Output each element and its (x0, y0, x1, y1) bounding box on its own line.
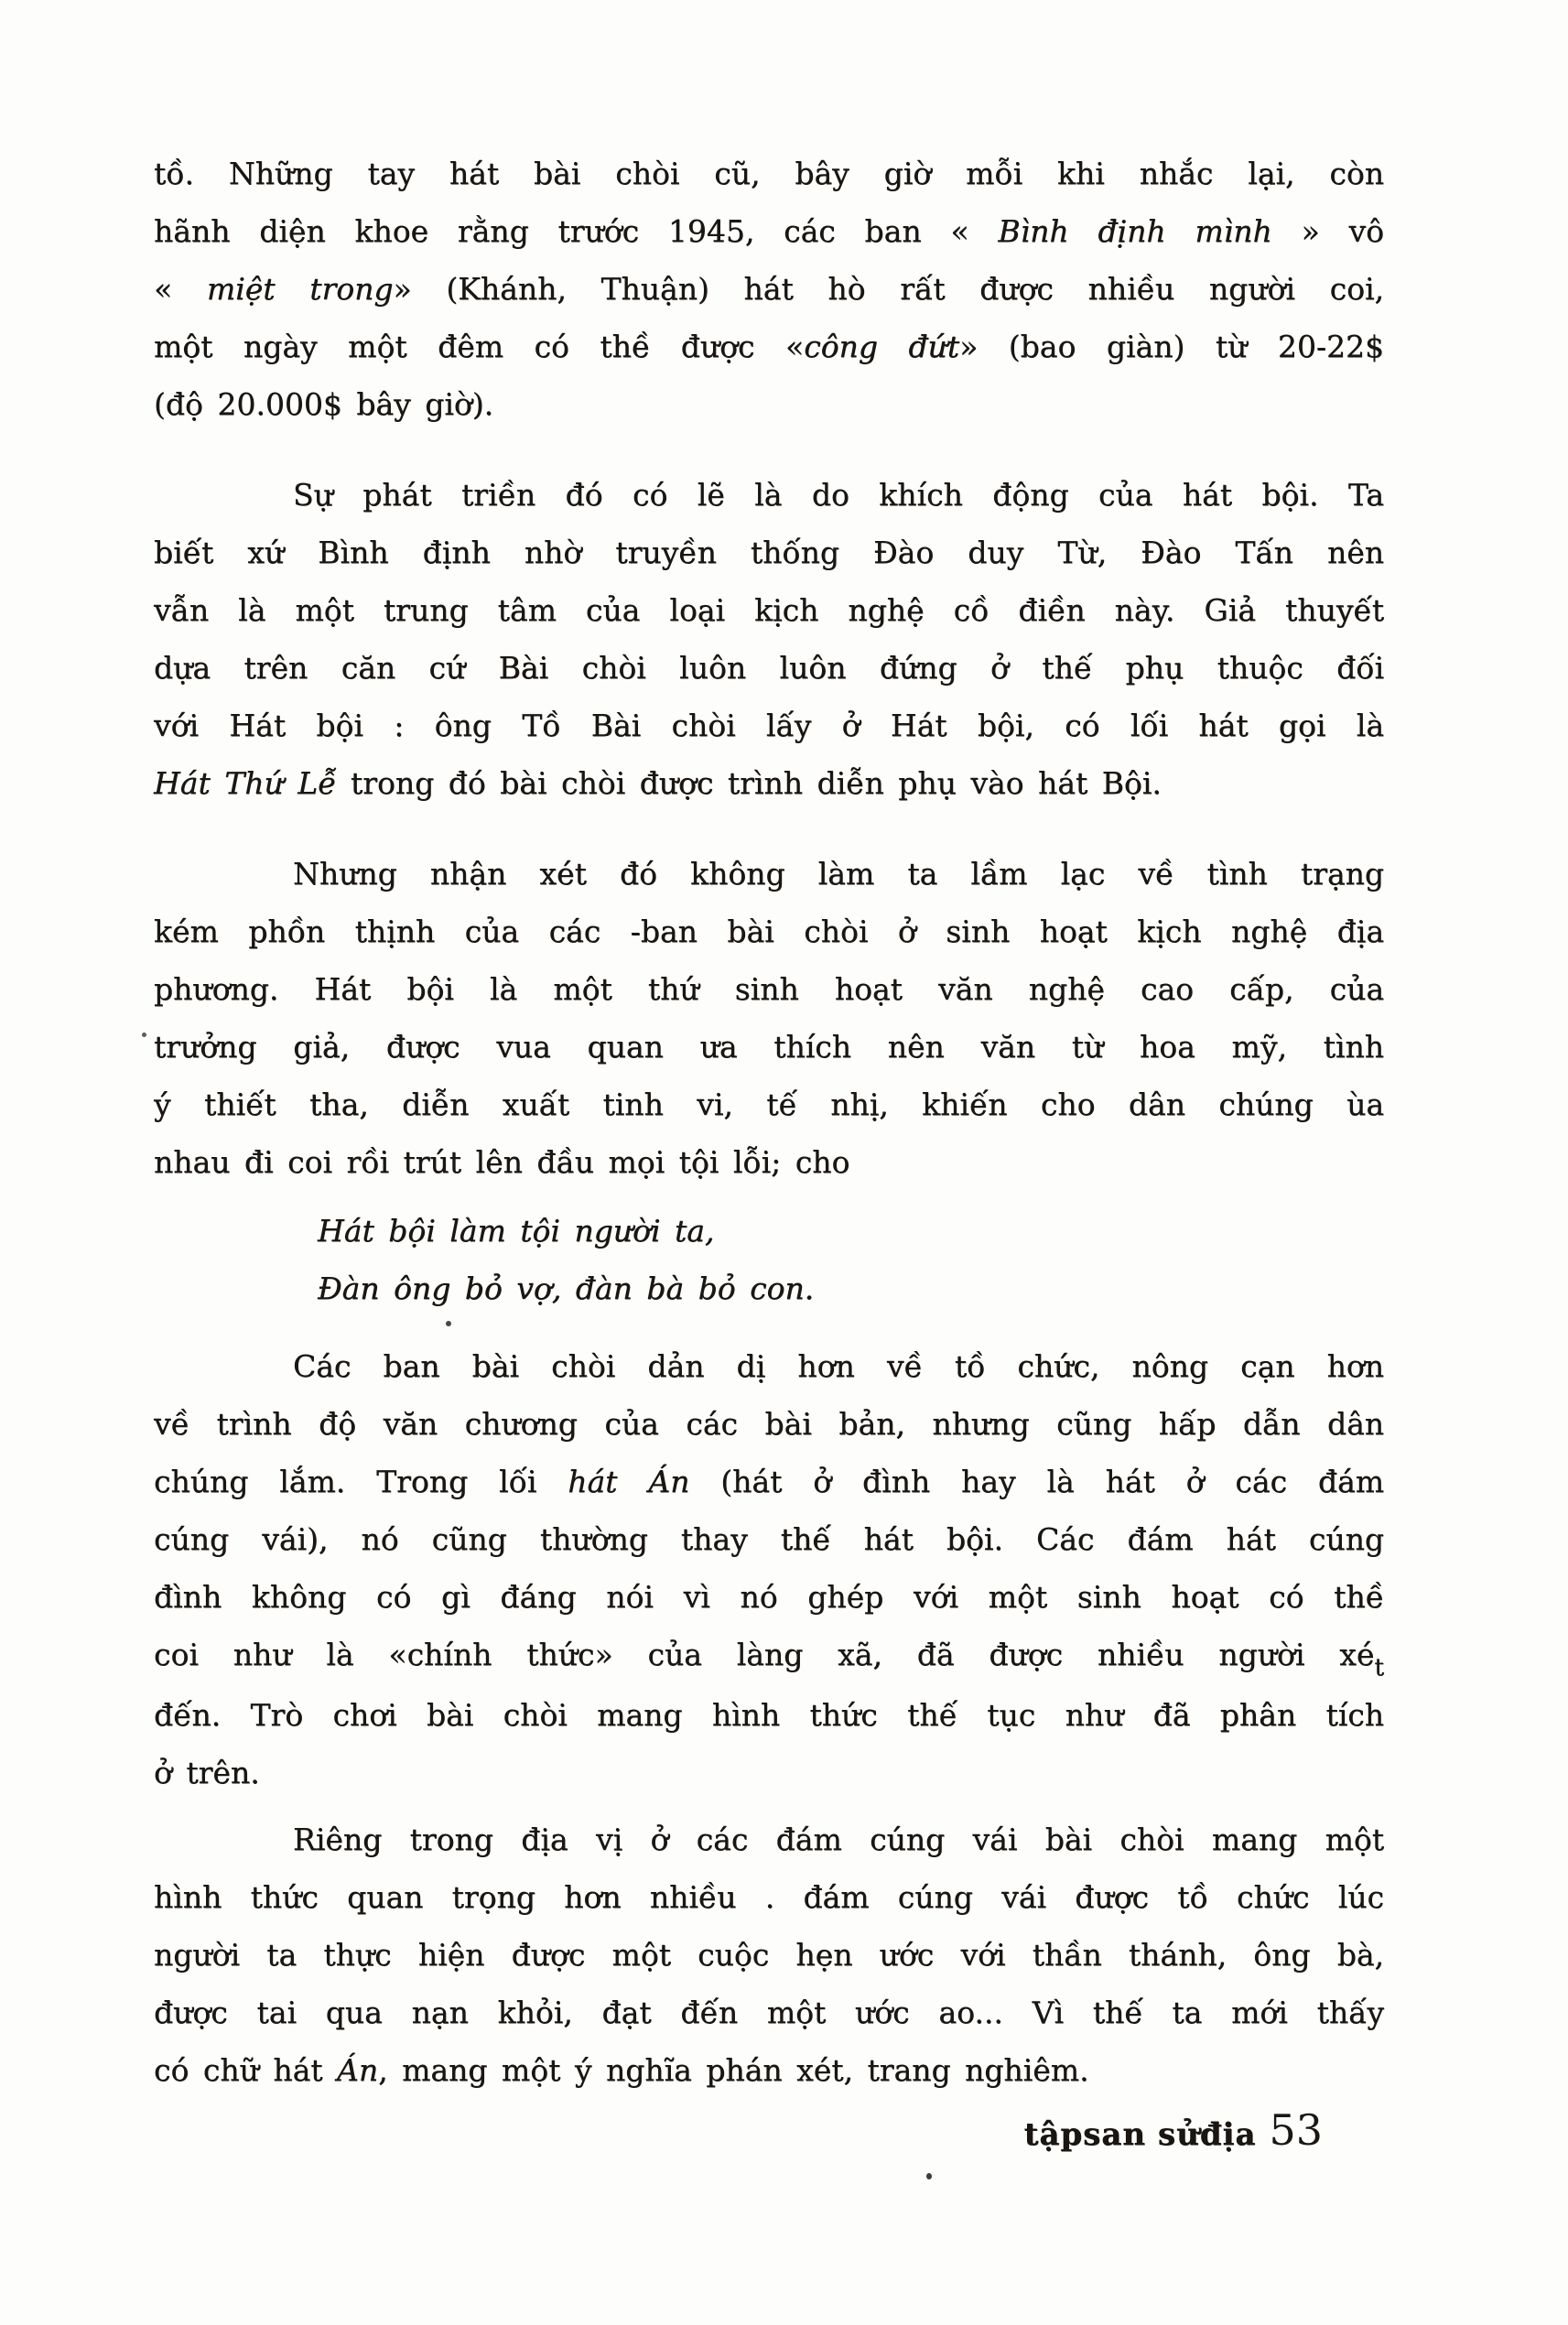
text-segment: Nhưng nhận xét đó không làm ta lầm lạc về tình trạng (293, 856, 1384, 892)
paragraph-5 (154, 1811, 1384, 2099)
text-segment: với Hát bội : ông Tồ Bài chòi lấy ở Hát bội, có lối hát gọi là (154, 708, 1384, 743)
text-segment: được tai qua nạn khỏi, đạt đến một ước ao... Vì thế ta mới thấy (154, 1995, 1384, 2030)
text-segment: đình không có gì đáng nói vì nó ghép với một sinh hoạt có thề (154, 1579, 1384, 1615)
text-segment: phương. Hát bội là một thứ sinh hoạt văn nghệ cao cấp, của (154, 971, 1384, 1007)
text-line (154, 903, 1384, 960)
text-segment: một ngày một đêm có thề được « (154, 329, 805, 364)
text-line (154, 581, 1384, 639)
text-segment: kém phồn thịnh của các -ban bài chòi ở sinh hoạt kịch nghệ địa (154, 914, 1384, 949)
verse-quote (318, 1202, 1384, 1317)
text-line (154, 1744, 1384, 1801)
text-line (154, 1018, 1384, 1076)
text-line (154, 697, 1384, 754)
text-line (318, 1202, 1384, 1260)
text-segment: vẫn là một trung tâm của loại kịch nghệ cồ điền này. Giả thuyết (154, 592, 1384, 628)
text-line (154, 1568, 1384, 1626)
text-line (154, 1868, 1384, 1926)
text-line (154, 145, 1384, 202)
text-segment: chúng lắm. Trong lối (154, 1464, 568, 1499)
ink-speck (142, 1033, 146, 1037)
italic-text-segment: Hát Thứ Lễ (154, 765, 337, 801)
text-segment: Các ban bài chòi dản dị hơn về tồ chức, nông cạn hơn (293, 1348, 1384, 1384)
text-line (154, 1626, 1384, 1686)
text-segment: (độ 20.000$ bây giờ). (154, 386, 494, 422)
text-line (154, 960, 1384, 1018)
paragraph-2 (154, 466, 1384, 812)
ink-speck (446, 1321, 451, 1326)
text-line (154, 1510, 1384, 1568)
text-line (154, 1984, 1384, 2041)
text-segment: Hát bội làm tội người ta, (318, 1213, 715, 1249)
text-line (154, 1076, 1384, 1133)
text-segment: biết xứ Bình định nhờ truyền thống Đào duy Từ, Đào Tấn nên (154, 535, 1384, 570)
text-segment: tồ. Những tay hát bài chòi cũ, bây giờ mỗi khi nhắc lại, còn (154, 156, 1384, 191)
text-line (154, 1453, 1384, 1510)
text-segment: dựa trên căn cứ Bài chòi luôn luôn đứng ở thế phụ thuộc đối (154, 650, 1384, 686)
text-line (154, 845, 1384, 903)
text-line (154, 1133, 1384, 1191)
text-line (154, 524, 1384, 581)
journal-title: tậpsan sửđịa (1023, 2116, 1257, 2153)
text-segment: , mang một ý nghĩa phán xét, trang nghiêm. (378, 2052, 1089, 2088)
text-line (154, 754, 1384, 812)
text-line (154, 1926, 1384, 1984)
text-segment: đến. Trò chơi bài chòi mang hình thức thế tục như đã phân tích (154, 1697, 1384, 1733)
paragraph-1 (154, 145, 1384, 433)
italic-text-segment: công đứt (804, 329, 960, 364)
text-segment: người ta thực hiện được một cuộc hẹn ước với thần thánh, ông bà, (154, 1937, 1384, 1973)
paragraph-4 (154, 1337, 1384, 1801)
text-segment: » (Khánh, Thuận) hát hò rất được nhiều người coi, (393, 271, 1384, 307)
text-line (318, 1260, 1384, 1317)
text-segment: » (bao giàn) từ 20-22$ (959, 329, 1384, 364)
text-segment: (hát ở đình hay là hát ở các đám (689, 1464, 1385, 1499)
text-line (154, 1811, 1384, 1868)
text-segment: trưởng giả, được vua quan ưa thích nên văn từ hoa mỹ, tình (154, 1029, 1384, 1065)
paragraph-3 (154, 845, 1384, 1191)
page-number: 53 (1269, 2105, 1323, 2155)
text-segment: coi như là «chính thức» của làng xã, đã được nhiều người xé (154, 1637, 1375, 1672)
text-segment: « (154, 271, 207, 307)
text-segment: nhau đi coi rồi trút lên đầu mọi tội lỗi; cho (154, 1144, 850, 1180)
text-line (154, 318, 1384, 375)
text-line (154, 639, 1384, 697)
text-segment: Đàn ông bỏ vợ, đàn bà bỏ con. (318, 1271, 815, 1306)
text-segment: Riêng trong địa vị ở các đám cúng vái bài chòi mang một (293, 1822, 1384, 1857)
text-line (154, 466, 1384, 524)
text-segment: có chữ hát (154, 2052, 337, 2088)
text-line (154, 375, 1384, 433)
ink-speck (926, 2173, 932, 2179)
italic-text-segment: hát Án (568, 1464, 690, 1499)
italic-text-segment: miệt trong (206, 271, 394, 307)
text-line (154, 2041, 1384, 2099)
text-segment: ở trên. (154, 1755, 260, 1790)
subscript-text-segment: t (1374, 1653, 1384, 1682)
page-footer (1024, 2105, 1323, 2155)
text-segment: hình thức quan trọng hơn nhiều . đám cúng vái được tồ chức lúc (154, 1879, 1384, 1915)
text-segment: hãnh diện khoe rằng trước 1945, các ban « (154, 213, 999, 249)
text-segment: Sự phát triền đó có lẽ là do khích động của hát bội. Ta (293, 477, 1384, 513)
text-segment: ý thiết tha, diễn xuất tinh vi, tế nhị, khiến cho dân chúng ùa (154, 1087, 1384, 1122)
text-segment: cúng vái), nó cũng thường thay thế hát bội. Các đám hát cúng (154, 1521, 1384, 1557)
text-line (154, 1686, 1384, 1744)
text-line (154, 202, 1384, 260)
text-segment: về trình độ văn chương của các bài bản, nhưng cũng hấp dẫn dân (154, 1406, 1384, 1442)
italic-text-segment: Án (337, 2052, 379, 2088)
text-line (154, 1337, 1384, 1395)
text-line (154, 260, 1384, 318)
text-column (154, 145, 1384, 2099)
text-segment: trong đó bài chòi được trình diễn phụ vào hát Bội. (336, 765, 1162, 801)
text-line (154, 1395, 1384, 1453)
italic-text-segment: Bình định mình (998, 213, 1272, 249)
text-segment: » vô (1271, 213, 1384, 249)
